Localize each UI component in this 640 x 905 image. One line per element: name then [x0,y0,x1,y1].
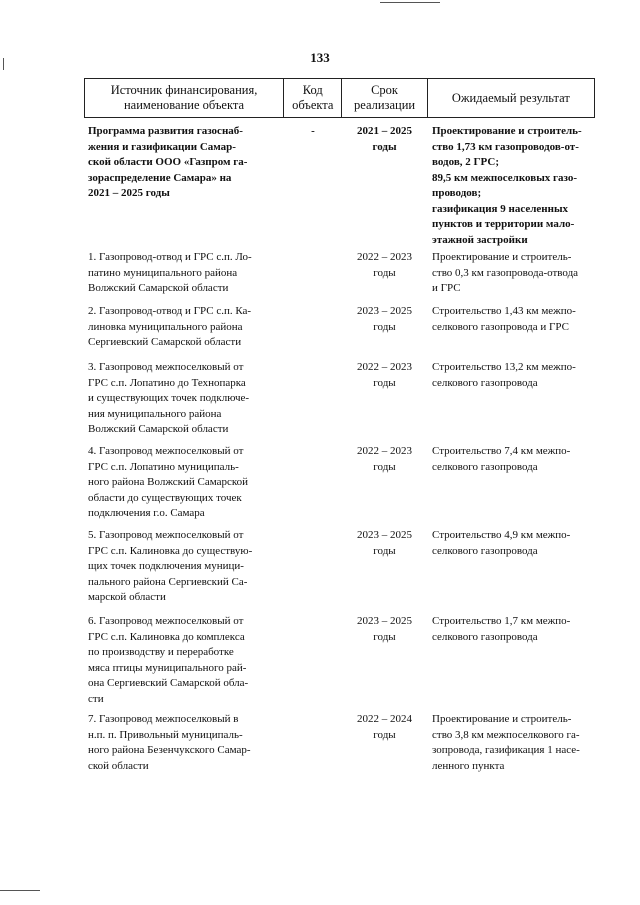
row-result: Строительство 7,4 км межпо- селкового газопровода [432,445,571,473]
row-result: Строительство 4,9 км межпо- селкового газопровода [432,529,571,557]
scan-mark [0,890,40,891]
row-result: Строительство 1,43 км межпо- селкового газопровода и ГРС [432,305,576,333]
row-term: 2022 – 2023 годы [357,251,412,279]
row-code [284,444,342,522]
row-term: 2023 – 2025 годы [357,615,412,643]
row-term: 2022 – 2023 годы [357,445,412,473]
row-result: Проектирование и строитель- ство 1,73 км газопроводов-от- водов, 2 ГРС; 89,5 км межпоселковых газо- проводов; газификация 9 населенных пунктов и территории мало- этажной застройки [432,125,582,246]
row-code [284,360,342,438]
row-code [284,614,342,707]
scan-mark [380,2,440,3]
row-term: 2023 – 2025 годы [357,305,412,333]
row-result: Проектирование и строитель- ство 3,8 км межпоселкового га- зопровода, газификация 1 насе- ленного пункта [432,713,580,772]
table-row [84,444,595,522]
page-number: 133 [310,50,330,65]
header-result: Ожидаемый результат [427,79,595,117]
row-result: Проектирование и строитель- ство 0,3 км газопровода-отвода и ГРС [432,251,579,294]
table-row [84,528,595,606]
row-code [284,528,342,606]
table-row-program [84,124,595,248]
table-row [84,304,595,351]
financing-table [84,78,595,772]
table-row [84,712,595,774]
table-row [84,250,595,297]
table-row [84,360,595,438]
row-name: 4. Газопровод межпоселковый от ГРС с.п. Лопатино муниципаль- ного района Волжский Самарской области до существующих точек подключения г.о. Самара [88,445,249,519]
header-source: Источник финансирования, наименование объекта [84,79,283,117]
table-header [84,78,595,118]
row-term: 2022 – 2024 годы [357,713,412,741]
row-name: Программа развития газоснаб- жения и газификации Самар- ской области ООО «Газпром га- зораспределение Самара» на 2021 – 2025 годы [88,125,248,199]
row-term: 2022 – 2023 годы [357,361,412,389]
row-result: Строительство 13,2 км межпо- селкового газопровода [432,361,576,389]
row-code [284,304,342,351]
row-result: Строительство 1,7 км межпо- селкового газопровода [432,615,571,643]
table-row [84,614,595,707]
header-code: Код объекта [283,79,341,117]
row-code [284,712,342,774]
row-name: 2. Газопровод-отвод и ГРС с.п. Ка- линовка муниципального района Сергиевский Самарской области [88,305,252,348]
row-code [284,250,342,297]
scan-mark [3,58,4,70]
row-code: - [311,125,315,137]
row-name: 7. Газопровод межпоселковый в н.п. п. Привольный муниципаль- ного района Безенчукского Самар- ской области [88,713,251,772]
row-name: 1. Газопровод-отвод и ГРС с.п. Ло- патино муниципального района Волжский Самарской области [88,251,252,294]
row-term: 2023 – 2025 годы [357,529,412,557]
row-name: 6. Газопровод межпоселковый от ГРС с.п. Калиновка до комплекса по производству и переработке мяса птицы муниципального рай- она Сергиевский Самарской обла- сти [88,615,249,705]
row-name: 3. Газопровод межпоселковый от ГРС с.п. Лопатино до Технопарка и существующих точек подключе- ния муниципального района Волжский Самарской области [88,361,250,435]
row-name: 5. Газопровод межпоселковый от ГРС с.п. Калиновка до существую- щих точек подключения муници- пального района Сергиевский Са- марской области [88,529,253,603]
row-term: 2021 – 2025 годы [357,125,412,153]
header-term: Срок реализации [341,79,426,117]
